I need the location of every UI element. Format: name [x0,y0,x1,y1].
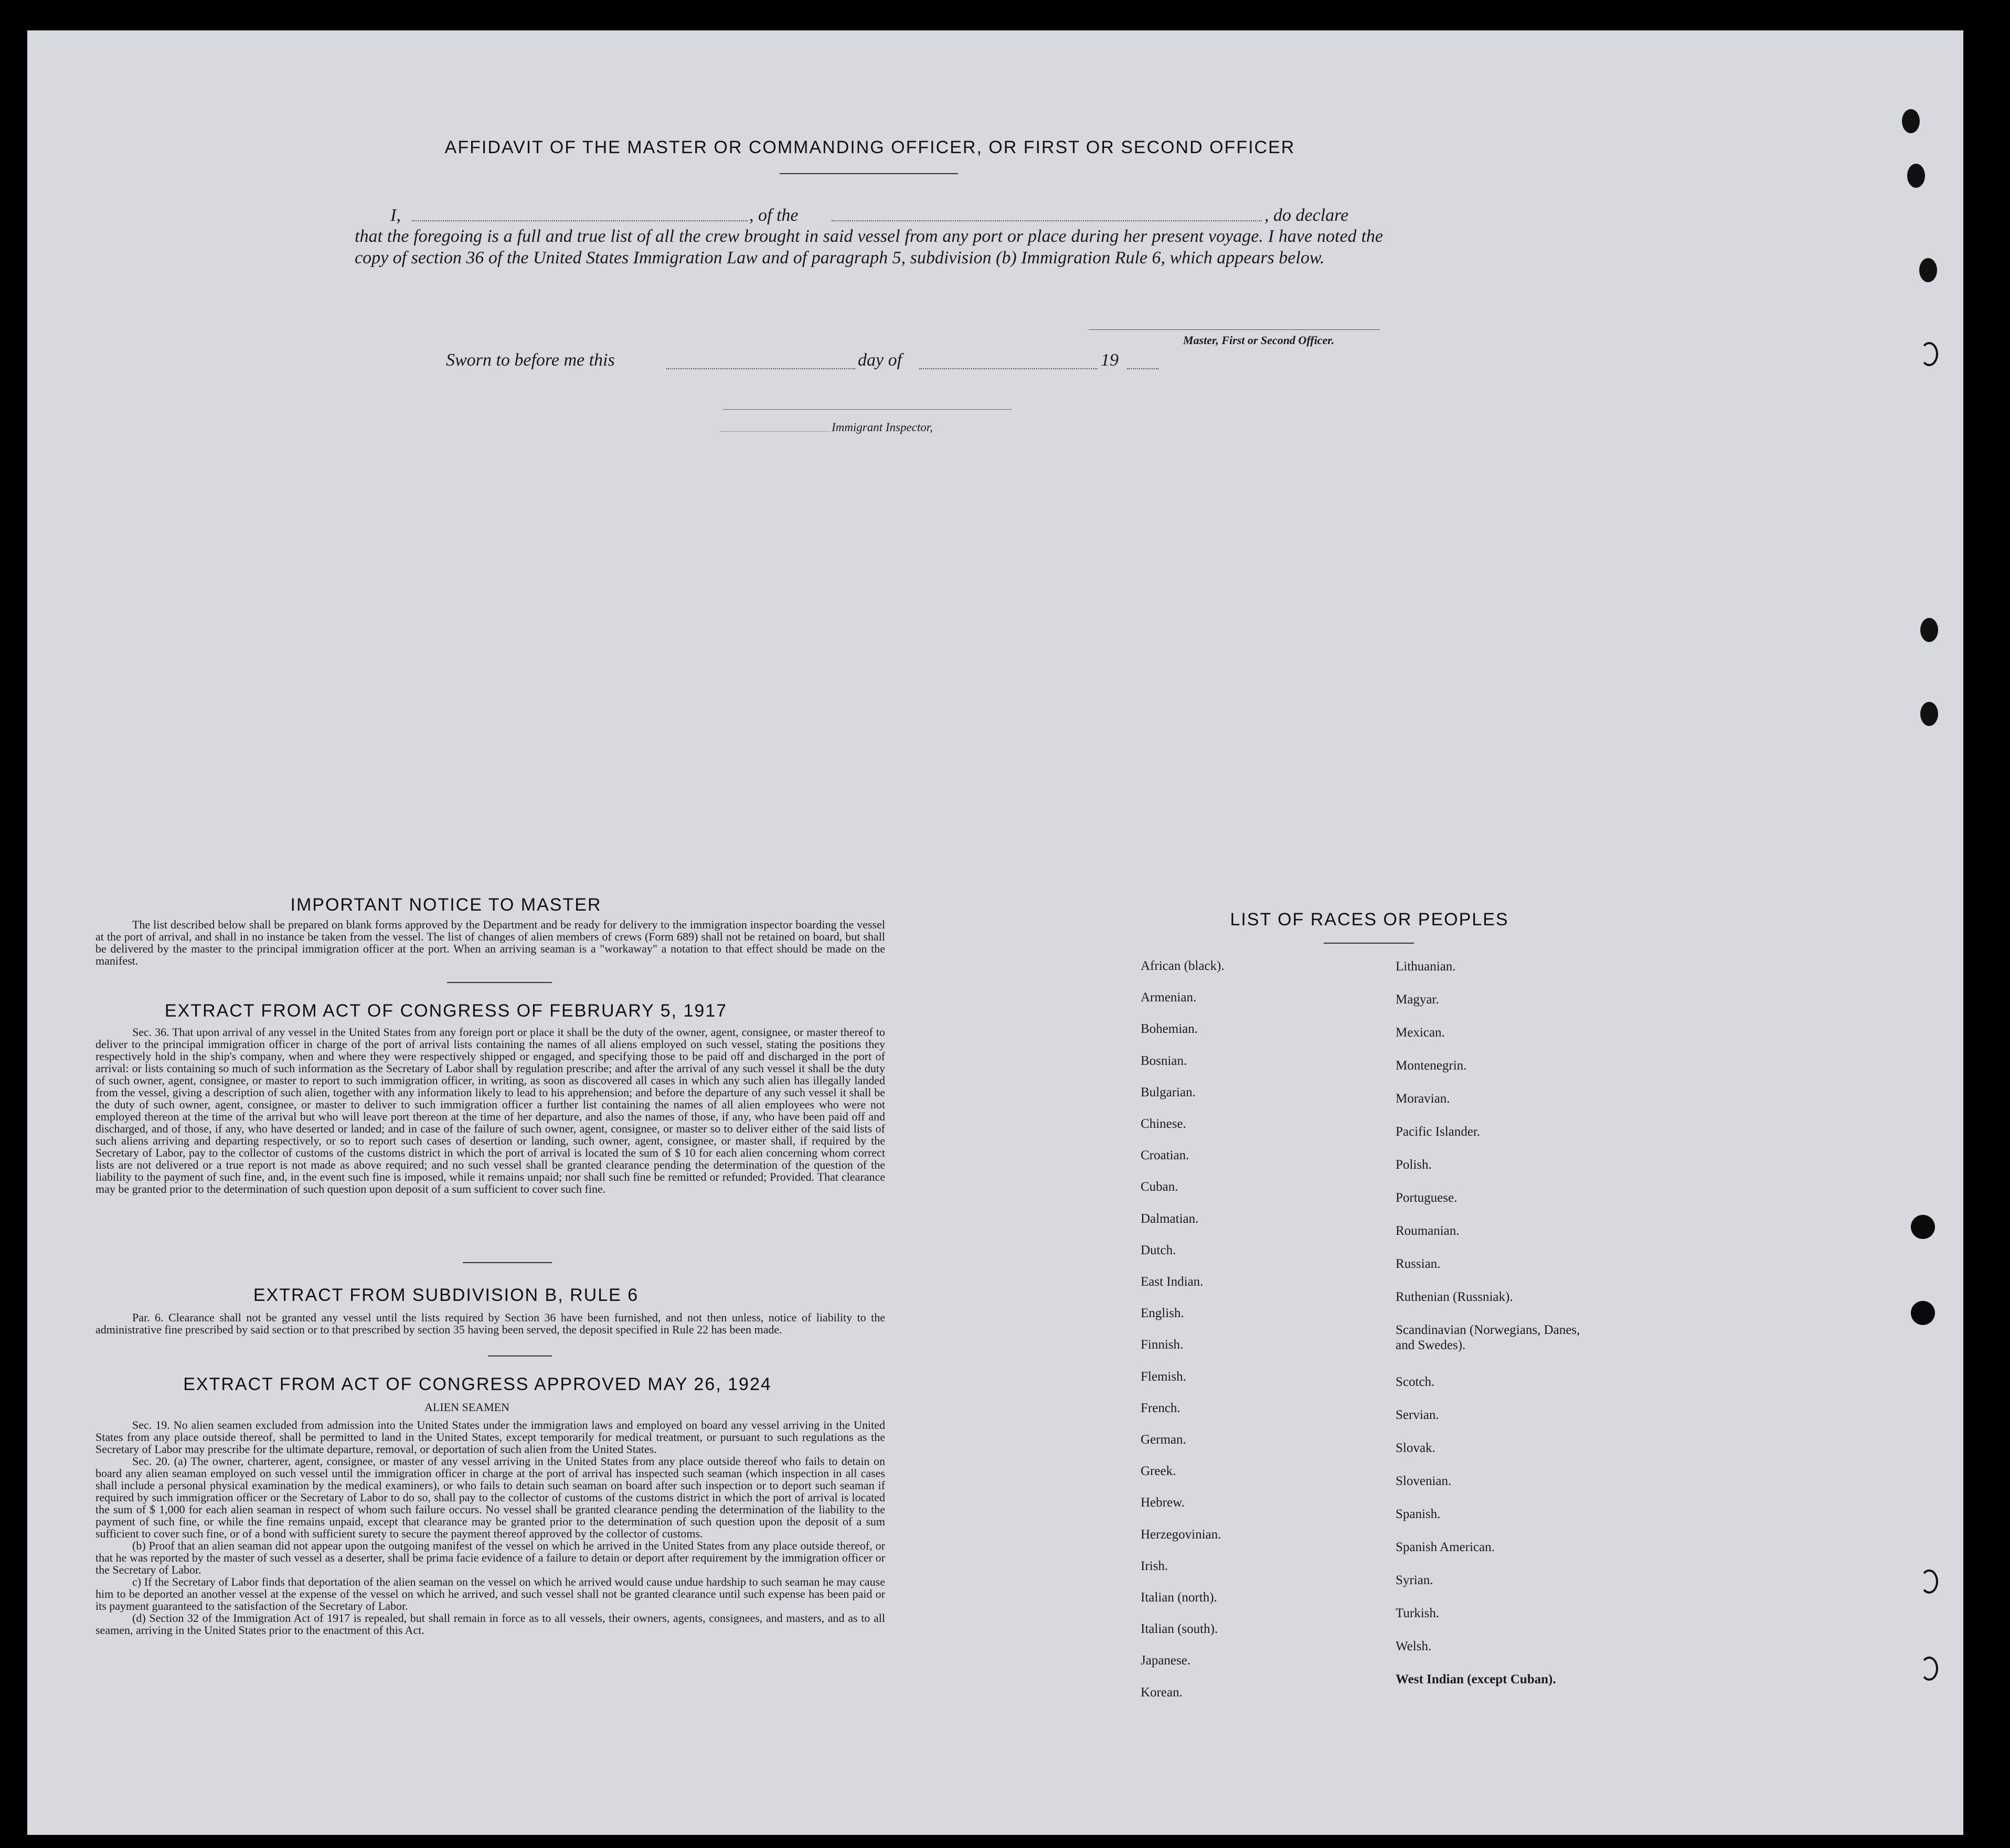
sec20b-paragraph: (b) Proof that an alien seaman did not appear upon the outgoing manifest of the vessel on which he arrived in the United States from any place outside thereof, or that he was reported by the master of such vessel as a deserter, shall be prima facie evidence of a failure to detain or deport after requirement by the immigration officer or the Secretary of Labor. [95,1539,885,1576]
race-item: West Indian (except Cuban). [1396,1672,1556,1686]
title-rule [780,173,958,174]
races-rule [1324,943,1414,944]
race-item: Slovak. [1396,1441,1435,1455]
race-item: Japanese. [1141,1653,1191,1668]
act1924-heading: EXTRACT FROM ACT OF CONGRESS APPROVED MAY 26, 1924 [183,1374,772,1394]
punch-hole [1920,702,1938,726]
inspector-signature-line[interactable] [723,409,1012,410]
sworn-text: Sworn to before me this [446,350,615,370]
race-item: Syrian. [1396,1573,1433,1587]
race-item: Portuguese. [1396,1191,1458,1205]
race-item: Croatian. [1141,1148,1189,1163]
race-item: Spanish. [1396,1507,1441,1521]
affidavit-of-the: , of the [749,206,799,225]
race-item: Bohemian. [1141,1022,1198,1037]
race-item: Flemish. [1141,1369,1186,1384]
races-heading: LIST OF RACES OR PEOPLES [1230,910,1509,930]
punch-hole [1911,1215,1935,1239]
race-item: Ruthenian (Russniak). [1396,1290,1513,1304]
punch-hole [1919,258,1937,282]
race-item: Irish. [1141,1558,1168,1573]
race-item: Servian. [1396,1408,1439,1422]
race-item: Magyar. [1396,992,1439,1007]
race-item: Chinese. [1141,1117,1186,1131]
sec36-paragraph: Sec. 36. That upon arrival of any vessel in the United States from any foreign port or place it shall be the duty of the owner, agent, consignee, or master thereof to deliver to the principal immigration officer in charge of the port of arrival lists containing the names of all aliens employed on such vessel, stating the positions they respectively hold in the ship's company, when and where they were respectively shipped or engaged, and specifying those to be paid off and discharged in the port of arrival: or lists containing so much of such information as the Secretary of Labor shall by regulation prescribe; and after the arrival of any such vessel it shall be the duty of such owner, agent, consignee, or master to report to such immigration officer, in writing, as soon as discovered all cases in which any such alien has illegally landed from the vessel, giving a description of such alien, together with any information likely to lead to his apprehension; and before the departure of any such vessel it shall be the duty of such owner, agent, consignee, or master to deliver to such immigration officer a further list containing the names of all alien employees who were not employed thereon at the time of the arrival but who will leave port thereon at the time of her departure, and also the names of those, if any, who have been paid off and discharged, and of those, if any, who have deserted or landed; and in case of the failure of such owner, agent, consignee, or master so to deliver either of the said lists of such aliens arriving and departing respectively, or so to report such cases of desertion or landing, such owner, agent, consignee, or master shall, if required by the Secretary of Labor, pay to the collector of customs of the customs district in which the port of arrival is located the sum of $ 10 for each alien concerning whom correct lists are not delivered or a true report is not made as above required; and no such vessel shall be granted clearance pending the determination of the question of the liability to the payment of such fine, and, in the event such fine is imposed, while it remains unpaid; nor shall such fine be remitted or refunded; Provided. That clearance may be granted prior to the determination of such question upon deposit of a sum sufficient to cover such fine. [95,1026,885,1195]
affidavit-do-declare: , do declare [1264,206,1349,225]
sworn-year: 19 [1101,350,1119,370]
act1917-text [95,1026,885,1195]
race-item: Scotch. [1396,1375,1435,1389]
par6-paragraph: Par. 6. Clearance shall not be granted any vessel until the lists required by Section 36 have been furnished, and not then unless, notice of liability to the administrative fine prescribed by said section or to that prescribed by section 35 having been served, the deposit specified in Rule 22 has been made. [95,1311,885,1336]
punch-hole [1902,109,1920,133]
act1917-heading: EXTRACT FROM ACT OF CONGRESS OF FEBRUARY 5, 1917 [164,1001,728,1021]
race-item: Welsh. [1396,1639,1432,1653]
race-item: Roumanian. [1396,1224,1460,1238]
sworn-day-of: day of [858,350,902,370]
race-item: Greek. [1141,1464,1176,1479]
punch-hole [1907,164,1925,188]
sec20d-paragraph: (d) Section 32 of the Immigration Act of 1917 is repealed, but shall remain in force as to all vessels, their owners, agents, consignees, and masters, and as to all seamen, arriving in the United States prior to the enactment of this Act. [95,1611,885,1637]
rule6-rule [488,1355,552,1356]
notice-rule [447,982,552,983]
race-item: Scandinavian (Norwegians, Danes, and Swedes). [1396,1323,1580,1352]
punch-hole [1911,1301,1935,1325]
signature-line[interactable] [1089,329,1380,330]
sec19-paragraph: Sec. 19. No alien seamen excluded from admission into the United States under the immigration laws and employed on board any vessel arriving in the United States from any place outside thereof, shall be permitted to land in the United States, except temporarily for medical treatment, or pursuant to such regulations as the Secretary of Labor may prescribe for the ultimate departure, removal, or deportation of such alien from the United States. [95,1418,885,1456]
punch-hole [1920,618,1938,642]
race-item: Dutch. [1141,1243,1176,1257]
race-item: Mexican. [1396,1026,1445,1040]
day-blank[interactable] [666,368,855,369]
race-item: African (black). [1141,959,1225,973]
race-item: Moravian. [1396,1092,1450,1106]
race-item: English. [1141,1306,1184,1321]
year-blank[interactable] [1127,368,1158,369]
vessel-blank[interactable] [832,220,1262,221]
race-item: Lithuanian. [1396,959,1456,974]
race-item: Finnish. [1141,1338,1184,1352]
affidavit-body: that the foregoing is a full and true list of all the crew brought in said vessel from any port or place during her present voyage. I have noted the copy of section 36 of the United States Immigration Law and of paragraph 5, subdivision (b) Immigration Rule 6, which appears below. [355,227,1383,268]
month-blank[interactable] [919,368,1098,369]
race-item: German. [1141,1433,1186,1447]
race-item: Korean. [1141,1685,1183,1700]
notice-heading: IMPORTANT NOTICE TO MASTER [290,895,602,915]
race-item: Dalmatian. [1141,1211,1199,1226]
race-item: Spanish American. [1396,1540,1495,1554]
race-item: Montenegrin. [1396,1059,1467,1073]
race-item: Armenian. [1141,990,1197,1005]
affidavit-i: I, [390,206,401,225]
rule6-heading: EXTRACT FROM SUBDIVISION B, RULE 6 [253,1285,639,1305]
race-item: Italian (south). [1141,1622,1218,1637]
race-item: Herzegovinian. [1141,1527,1221,1542]
sec20a-paragraph: Sec. 20. (a) The owner, charterer, agent, consignee, or master of any vessel arriving in the United States from any place outside thereof who fails to detain on board any alien seaman employed on such vessel until the immigration officer in charge at the port of arrival has inspected such seaman (which inspection in all cases shall include a personal physical examination by the medical examiners), or who fails to detain such seaman on board after such inspection or to deport such seaman if required by such immigration officer or the Secretary of Labor to do so, shall pay to the collector of customs of the customs district in which the port of arrival is located the sum of $ 1,000 for each alien seaman in respect of whom such failure occurs. No vessel shall be granted clearance pending the determination of the liability to the payment of such fine, or while the fine remains unpaid, except that clearance may be granted prior to the determination of such question upon the deposit of a sum sufficient to cover such fine, or of a bond with sufficient surety to secure the payment thereof approved by the collector of customs. [95,1455,885,1540]
race-item: Russian. [1396,1257,1441,1271]
alien-seamen-subheading: ALIEN SEAMEN [424,1401,509,1414]
race-item: Bulgarian. [1141,1085,1196,1099]
punch-hole [1920,342,1938,366]
race-item: Polish. [1396,1158,1432,1172]
affidavit-title: AFFIDAVIT OF THE MASTER OR COMMANDING OFFICER, OR FIRST OR SECOND OFFICER [444,137,1295,157]
race-item: Turkish. [1396,1606,1440,1620]
race-item: Slovenian. [1396,1474,1452,1488]
race-item: Pacific Islander. [1396,1125,1481,1139]
act1917-rule [463,1262,552,1263]
inspector-label: Immigrant Inspector, [832,421,933,434]
race-item: French. [1141,1401,1181,1415]
sec20c-paragraph: c) If the Secretary of Labor finds that deportation of the alien seaman on the vessel on which he arrived would cause undue hardship to such seaman he may cause him to be deported an another vessel at the expense of the vessel on which he arrived, and such vessel shall not be granted clearance until such expense has been paid or its payment guaranteed to the satisfaction of the Secretary of Labor. [95,1575,885,1612]
inspector-dotted [720,431,830,432]
punch-hole [1920,1657,1938,1681]
race-item: Bosnian. [1141,1053,1187,1068]
punch-hole [1920,1569,1938,1594]
signature-label: Master, First or Second Officer. [1183,334,1335,347]
act1924-text [95,1419,885,1636]
notice-paragraph: The list described below shall be prepared on blank forms approved by the Department and be ready for delivery to the immigration inspector boarding the vessel at the port of arrival, and shall in no instance be taken from the vessel. The list of changes of alien members of crews (Form 689) shall not be retained on board, but shall be delivered by the master to the principal immigration officer at the port. When an arriving seaman is a "workaway" a notation to that effect should be made on the manifest. [95,918,885,967]
rule6-text [95,1311,885,1336]
name-blank[interactable] [412,220,748,221]
race-item: Italian (north). [1141,1590,1217,1605]
race-item: Cuban. [1141,1180,1178,1194]
notice-text [95,918,885,967]
race-item: Hebrew. [1141,1496,1185,1510]
race-item: East Indian. [1141,1275,1204,1289]
